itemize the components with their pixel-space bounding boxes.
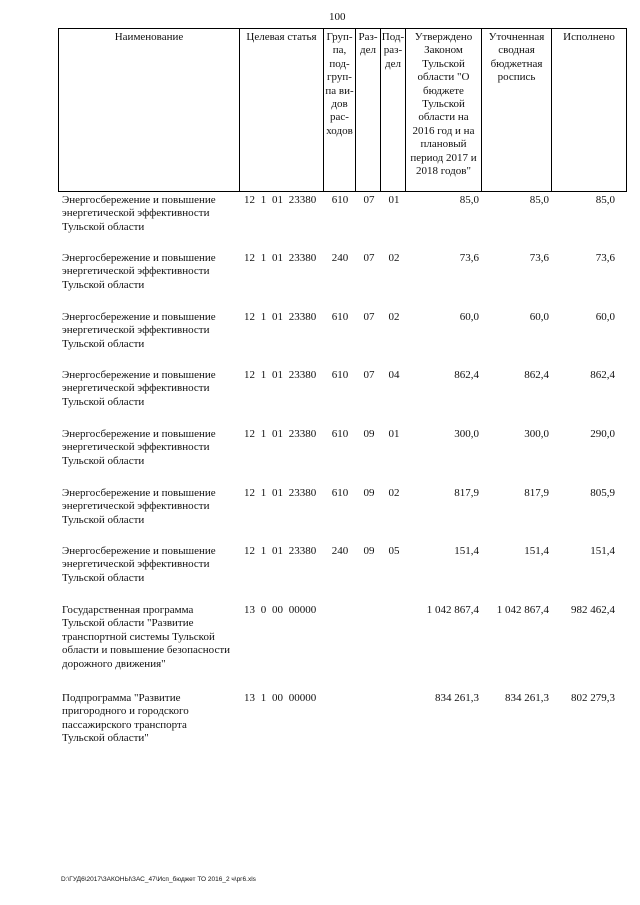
row-target-article: 12 1 01 23380 <box>244 487 317 499</box>
row-subsection: 02 <box>388 252 400 264</box>
row-refined: 151,4 <box>524 545 549 557</box>
row-refined: 60,0 <box>529 311 549 323</box>
row-refined: 1 042 867,4 <box>496 604 549 616</box>
row-section: 07 <box>363 369 375 381</box>
row-refined: 834 261,3 <box>505 692 549 704</box>
row-executed: 290,0 <box>590 428 615 440</box>
row-section: 07 <box>363 311 375 323</box>
column-divider <box>551 28 552 191</box>
row-target-article: 13 0 00 00000 <box>244 604 317 616</box>
row-name: Энергосбережение и повышение энергетической эффективности Тульской области <box>62 428 216 467</box>
page-number: 100 <box>329 11 346 23</box>
row-subsection: 02 <box>388 311 400 323</box>
row-subsection: 05 <box>388 545 400 557</box>
row-subsection: 01 <box>388 428 400 440</box>
row-section: 09 <box>363 428 375 440</box>
row-approved: 817,9 <box>454 487 479 499</box>
row-expense-group: 610 <box>331 487 349 499</box>
row-target-article: 12 1 01 23380 <box>244 428 317 440</box>
row-name: Энергосбережение и повышение энергетической эффективности Тульской области <box>62 252 216 291</box>
row-approved: 1 042 867,4 <box>426 604 479 616</box>
row-expense-group: 610 <box>331 428 349 440</box>
header-refined-budget: Уточненная сводная бюджетная роспись <box>488 31 545 84</box>
row-executed: 805,9 <box>590 487 615 499</box>
header-executed: Исполнено <box>563 31 615 43</box>
row-executed: 862,4 <box>590 369 615 381</box>
row-approved: 73,6 <box>459 252 479 264</box>
row-expense-group: 610 <box>331 311 349 323</box>
row-subsection: 02 <box>388 487 400 499</box>
row-name: Государственная программа Тульской области "Развитие транспортной системы Тульской области и повышение безопасности дорожного движения" <box>62 604 231 670</box>
row-section: 09 <box>363 487 375 499</box>
row-executed: 73,6 <box>595 252 615 264</box>
header-name: Наименование <box>114 31 184 43</box>
row-executed: 802 279,3 <box>571 692 615 704</box>
row-name: Энергосбережение и повышение энергетической эффективности Тульской области <box>62 487 216 526</box>
row-refined: 817,9 <box>524 487 549 499</box>
row-executed: 60,0 <box>595 311 615 323</box>
row-target-article: 12 1 01 23380 <box>244 252 317 264</box>
row-name: Энергосбережение и повышение энергетической эффективности Тульской области <box>62 194 216 233</box>
row-section: 07 <box>363 194 375 206</box>
row-expense-group: 240 <box>331 545 349 557</box>
row-refined: 73,6 <box>529 252 549 264</box>
row-expense-group: 610 <box>331 194 349 206</box>
row-target-article: 12 1 01 23380 <box>244 545 317 557</box>
row-section: 07 <box>363 252 375 264</box>
row-approved: 834 261,3 <box>435 692 479 704</box>
column-divider <box>626 28 627 191</box>
row-approved: 60,0 <box>459 311 479 323</box>
header-expense-group: Груп- па, под- груп- па ви- дов рас- ходов <box>325 31 354 137</box>
column-divider <box>239 28 240 191</box>
row-approved: 862,4 <box>454 369 479 381</box>
row-executed: 85,0 <box>595 194 615 206</box>
file-path-footer: D:\ГУД6\2017\ЗАКОНЫ\ЗАС_47\Исп_бюджет ТО 2016_2 ч\рг6.xls <box>61 876 256 883</box>
row-target-article: 12 1 01 23380 <box>244 369 317 381</box>
row-approved: 300,0 <box>454 428 479 440</box>
row-name: Энергосбережение и повышение энергетической эффективности Тульской области <box>62 369 216 408</box>
header-section: Раз- дел <box>358 31 378 57</box>
header-subsection: Под- раз- дел <box>381 31 405 70</box>
row-approved: 85,0 <box>459 194 479 206</box>
header-approved: Утверждено Законом Тульской области "О бюджете Тульской области на 2016 год и на плановый период 2017 и 2018 годов" <box>410 31 477 178</box>
row-subsection: 04 <box>388 369 400 381</box>
row-executed: 982 462,4 <box>571 604 615 616</box>
row-refined: 85,0 <box>529 194 549 206</box>
row-refined: 300,0 <box>524 428 549 440</box>
row-section: 09 <box>363 545 375 557</box>
column-divider <box>58 28 59 191</box>
row-name: Подпрограмма "Развитие пригородного и городского пассажирского транспорта Тульской области" <box>62 692 189 745</box>
row-executed: 151,4 <box>590 545 615 557</box>
row-approved: 151,4 <box>454 545 479 557</box>
row-refined: 862,4 <box>524 369 549 381</box>
row-subsection: 01 <box>388 194 400 206</box>
row-name: Энергосбережение и повышение энергетической эффективности Тульской области <box>62 311 216 350</box>
row-expense-group: 240 <box>331 252 349 264</box>
header-target-article: Целевая статья <box>246 31 317 43</box>
row-target-article: 12 1 01 23380 <box>244 194 317 206</box>
row-target-article: 13 1 00 00000 <box>244 692 317 704</box>
row-target-article: 12 1 01 23380 <box>244 311 317 323</box>
row-expense-group: 610 <box>331 369 349 381</box>
row-name: Энергосбережение и повышение энергетической эффективности Тульской области <box>62 545 216 584</box>
